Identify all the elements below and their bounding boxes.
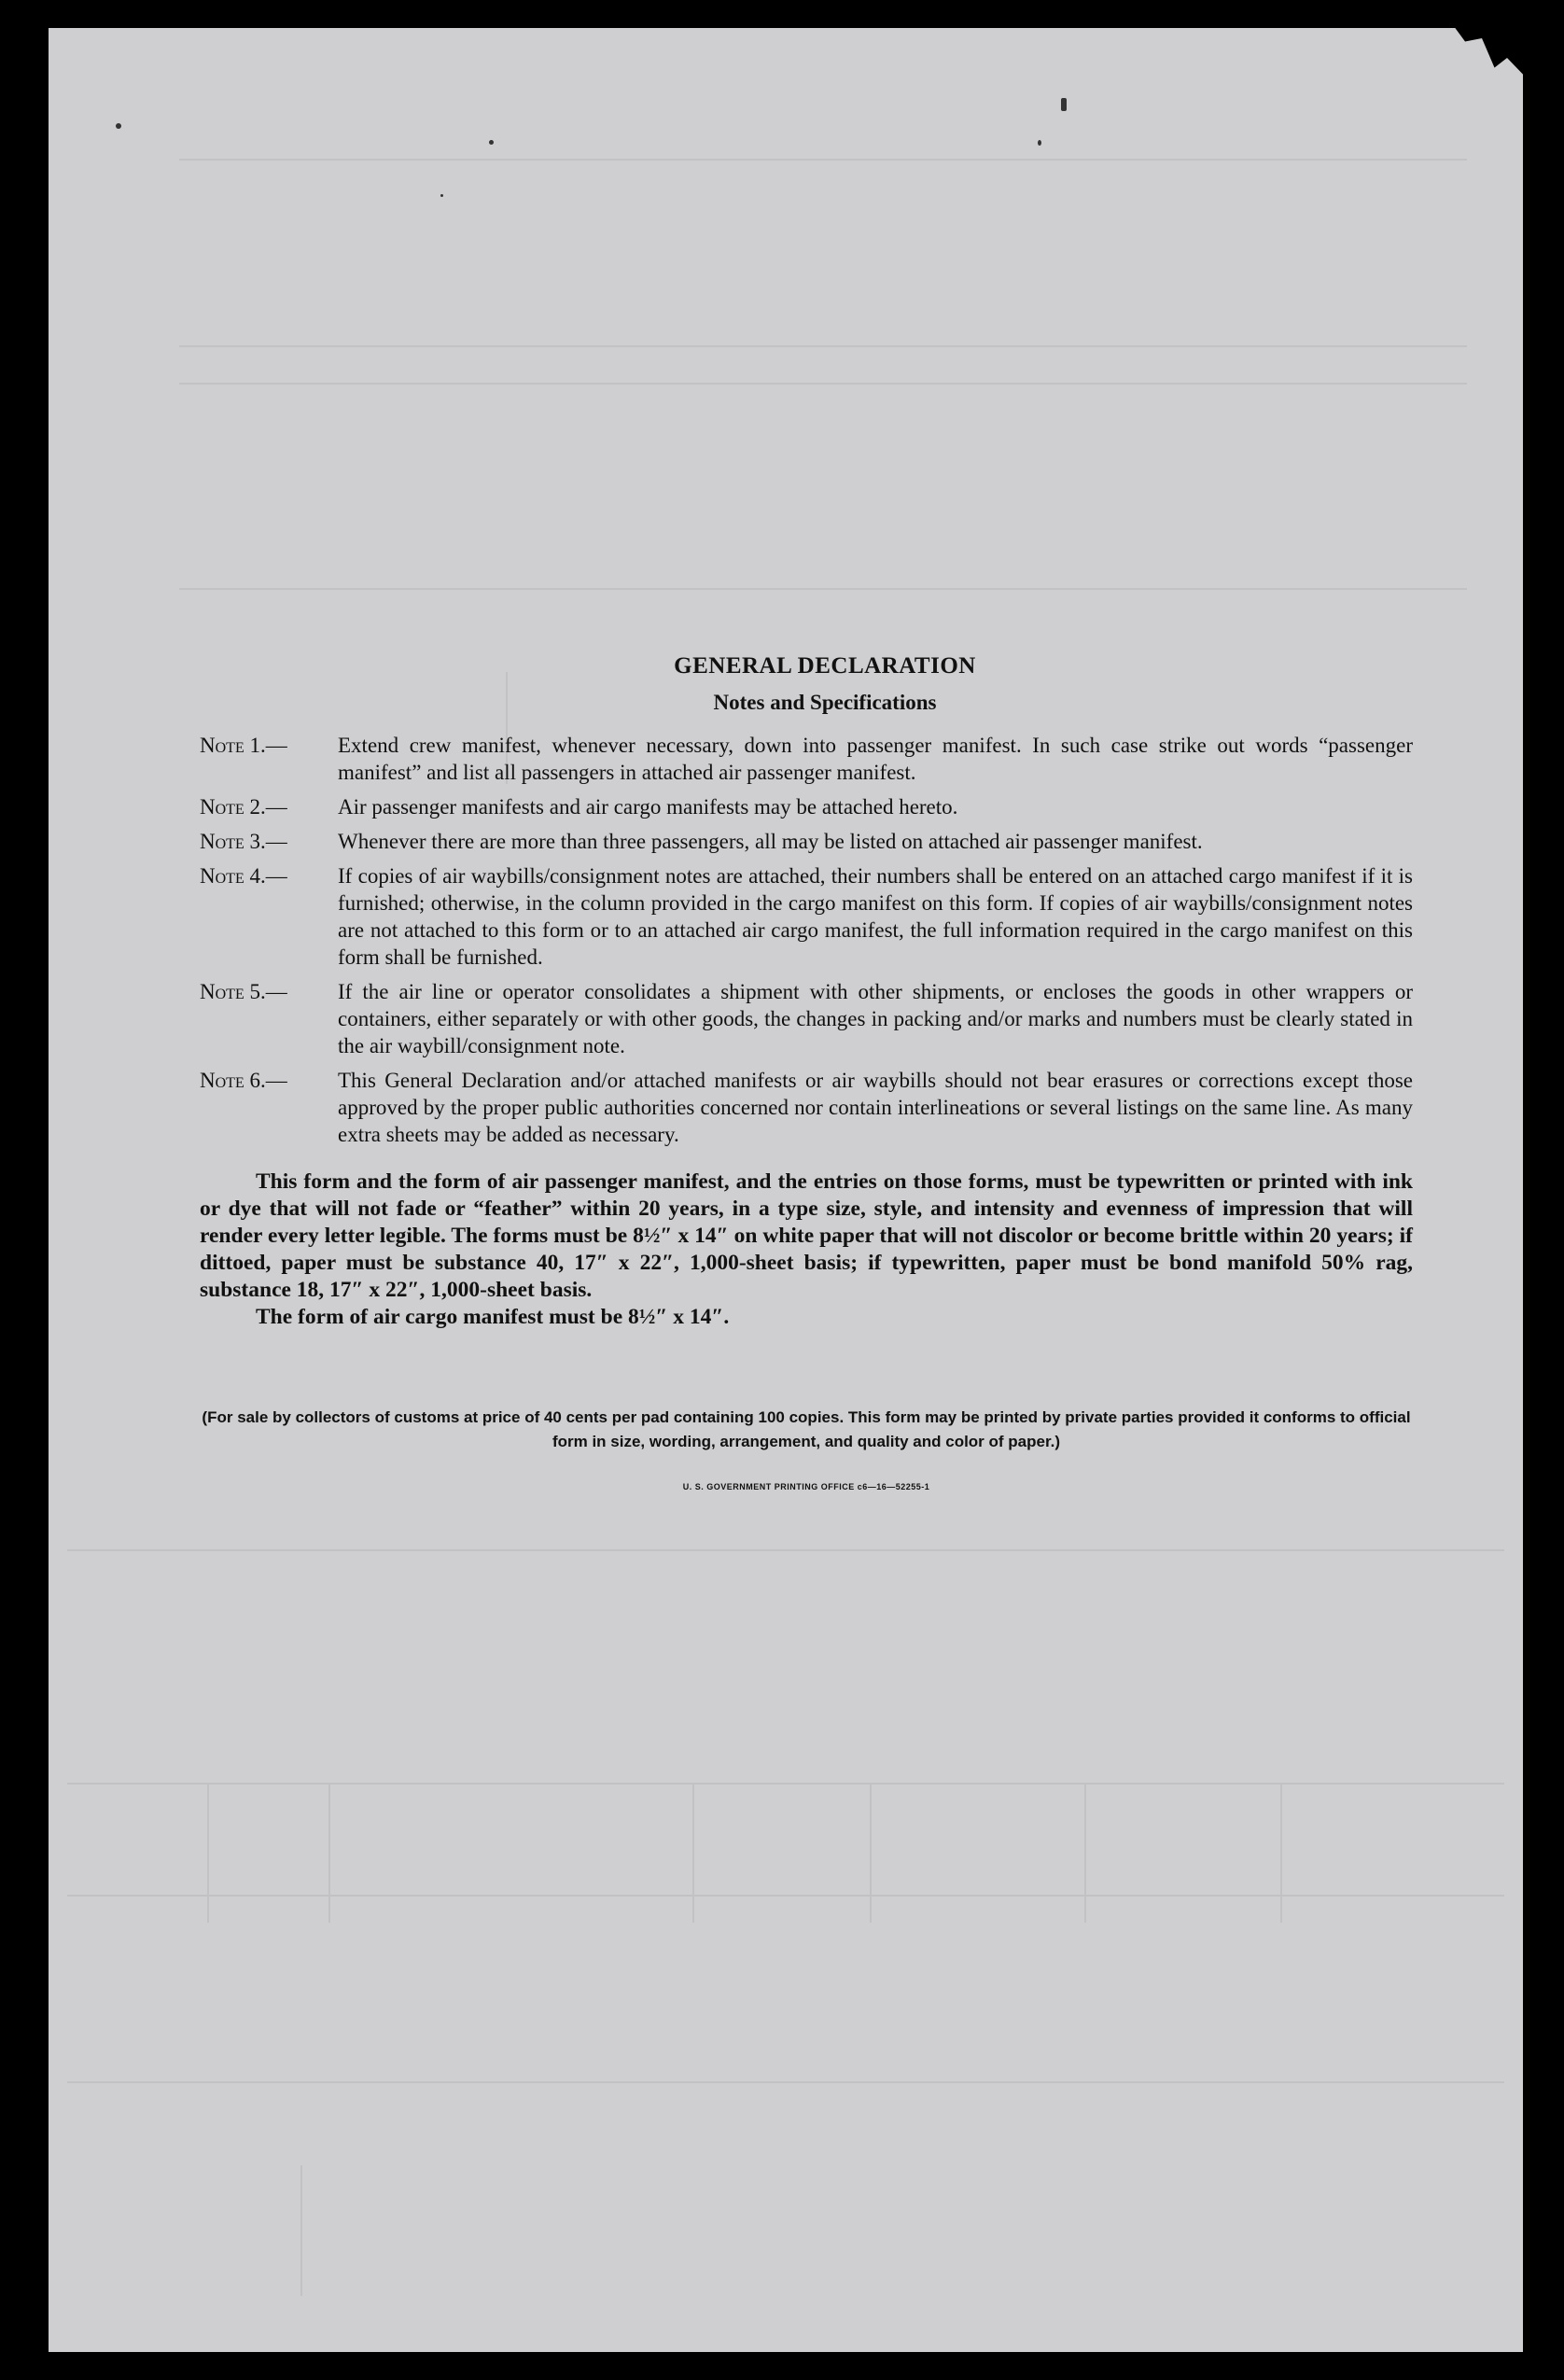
specification-paragraph: This form and the form of air passenger manifest, and the entries on those forms, must be typewritten or printed with ink or dye that will not fade or “feather” within 20 years, in a type size, style, and intensity and evenness of impression that will render every letter legible. The forms must be 8½″ x 14″ on white paper that will not discolor or become brittle within 20 years; if dittoed, paper must be substance 40, 17″ x 22″, 1,000-sheet basis; if typewritten, paper must be bond manifold 50% rag, substance 18, 17″ x 22″, 1,000-sheet basis.: [200, 1169, 1413, 1302]
note-label: Note 6.—: [200, 1069, 287, 1092]
note-text: Air passenger manifests and air cargo manifests may be attached hereto.: [338, 795, 958, 819]
note-4: [200, 862, 1413, 971]
page-title: GENERAL DECLARATION: [674, 653, 976, 679]
note-6: [200, 1067, 1413, 1148]
sale-notice: (For sale by collectors of customs at price of 40 cents per pad containing 100 copies. This form may be printed by private parties provided it conforms to official form in size, wording, arrangement, and quality and color of paper.): [202, 1408, 1411, 1450]
note-text: Extend crew manifest, whenever necessary, down into passenger manifest. In such case strike out words “passenger manifest” and list all passengers in attached air passenger manifest.: [338, 734, 1413, 784]
note-label: Note 5.—: [200, 980, 287, 1003]
printer-imprint: U. S. GOVERNMENT PRINTING OFFICE c6—16—52255-1: [682, 1482, 930, 1491]
declaration-notes: [200, 653, 1413, 1491]
note-label: Note 4.—: [200, 864, 287, 888]
note-5: [200, 978, 1413, 1059]
note-text: Whenever there are more than three passengers, all may be listed on attached air passenger manifest.: [338, 830, 1203, 853]
page-subtitle: Notes and Specifications: [713, 691, 937, 714]
note-label: Note 3.—: [200, 830, 287, 853]
note-text: If the air line or operator consolidates a shipment with other shipments, or encloses the goods in other wrappers or containers, either separately or with other goods, the changes in packing and/or marks and numbers must be clearly stated in the air waybill/consignment note.: [338, 980, 1413, 1057]
note-2: [200, 793, 1413, 820]
note-label: Note 2.—: [200, 795, 287, 819]
note-1: [200, 732, 1413, 786]
cargo-form-size: The form of air cargo manifest must be 8½″ x 14″.: [256, 1305, 730, 1329]
note-text: If copies of air waybills/consignment notes are attached, their numbers shall be entered on an attached cargo manifest if it is furnished; otherwise, in the column provided in the cargo manifest on this form. If copies of air waybills/consignment notes are not attached to this form or to an attached air cargo manifest, the full information required in the cargo manifest on this form shall be furnished.: [338, 864, 1413, 969]
torn-corner: [1448, 28, 1523, 84]
note-text: This General Declaration and/or attached manifests or air waybills should not bear erasures or corrections except those approved by the proper public authorities concerned nor contain interlineations or several listings on the same line. As many extra sheets may be added as necessary.: [338, 1069, 1413, 1146]
document-page: [49, 28, 1523, 2352]
note-3: [200, 828, 1413, 855]
note-label: Note 1.—: [200, 734, 287, 757]
